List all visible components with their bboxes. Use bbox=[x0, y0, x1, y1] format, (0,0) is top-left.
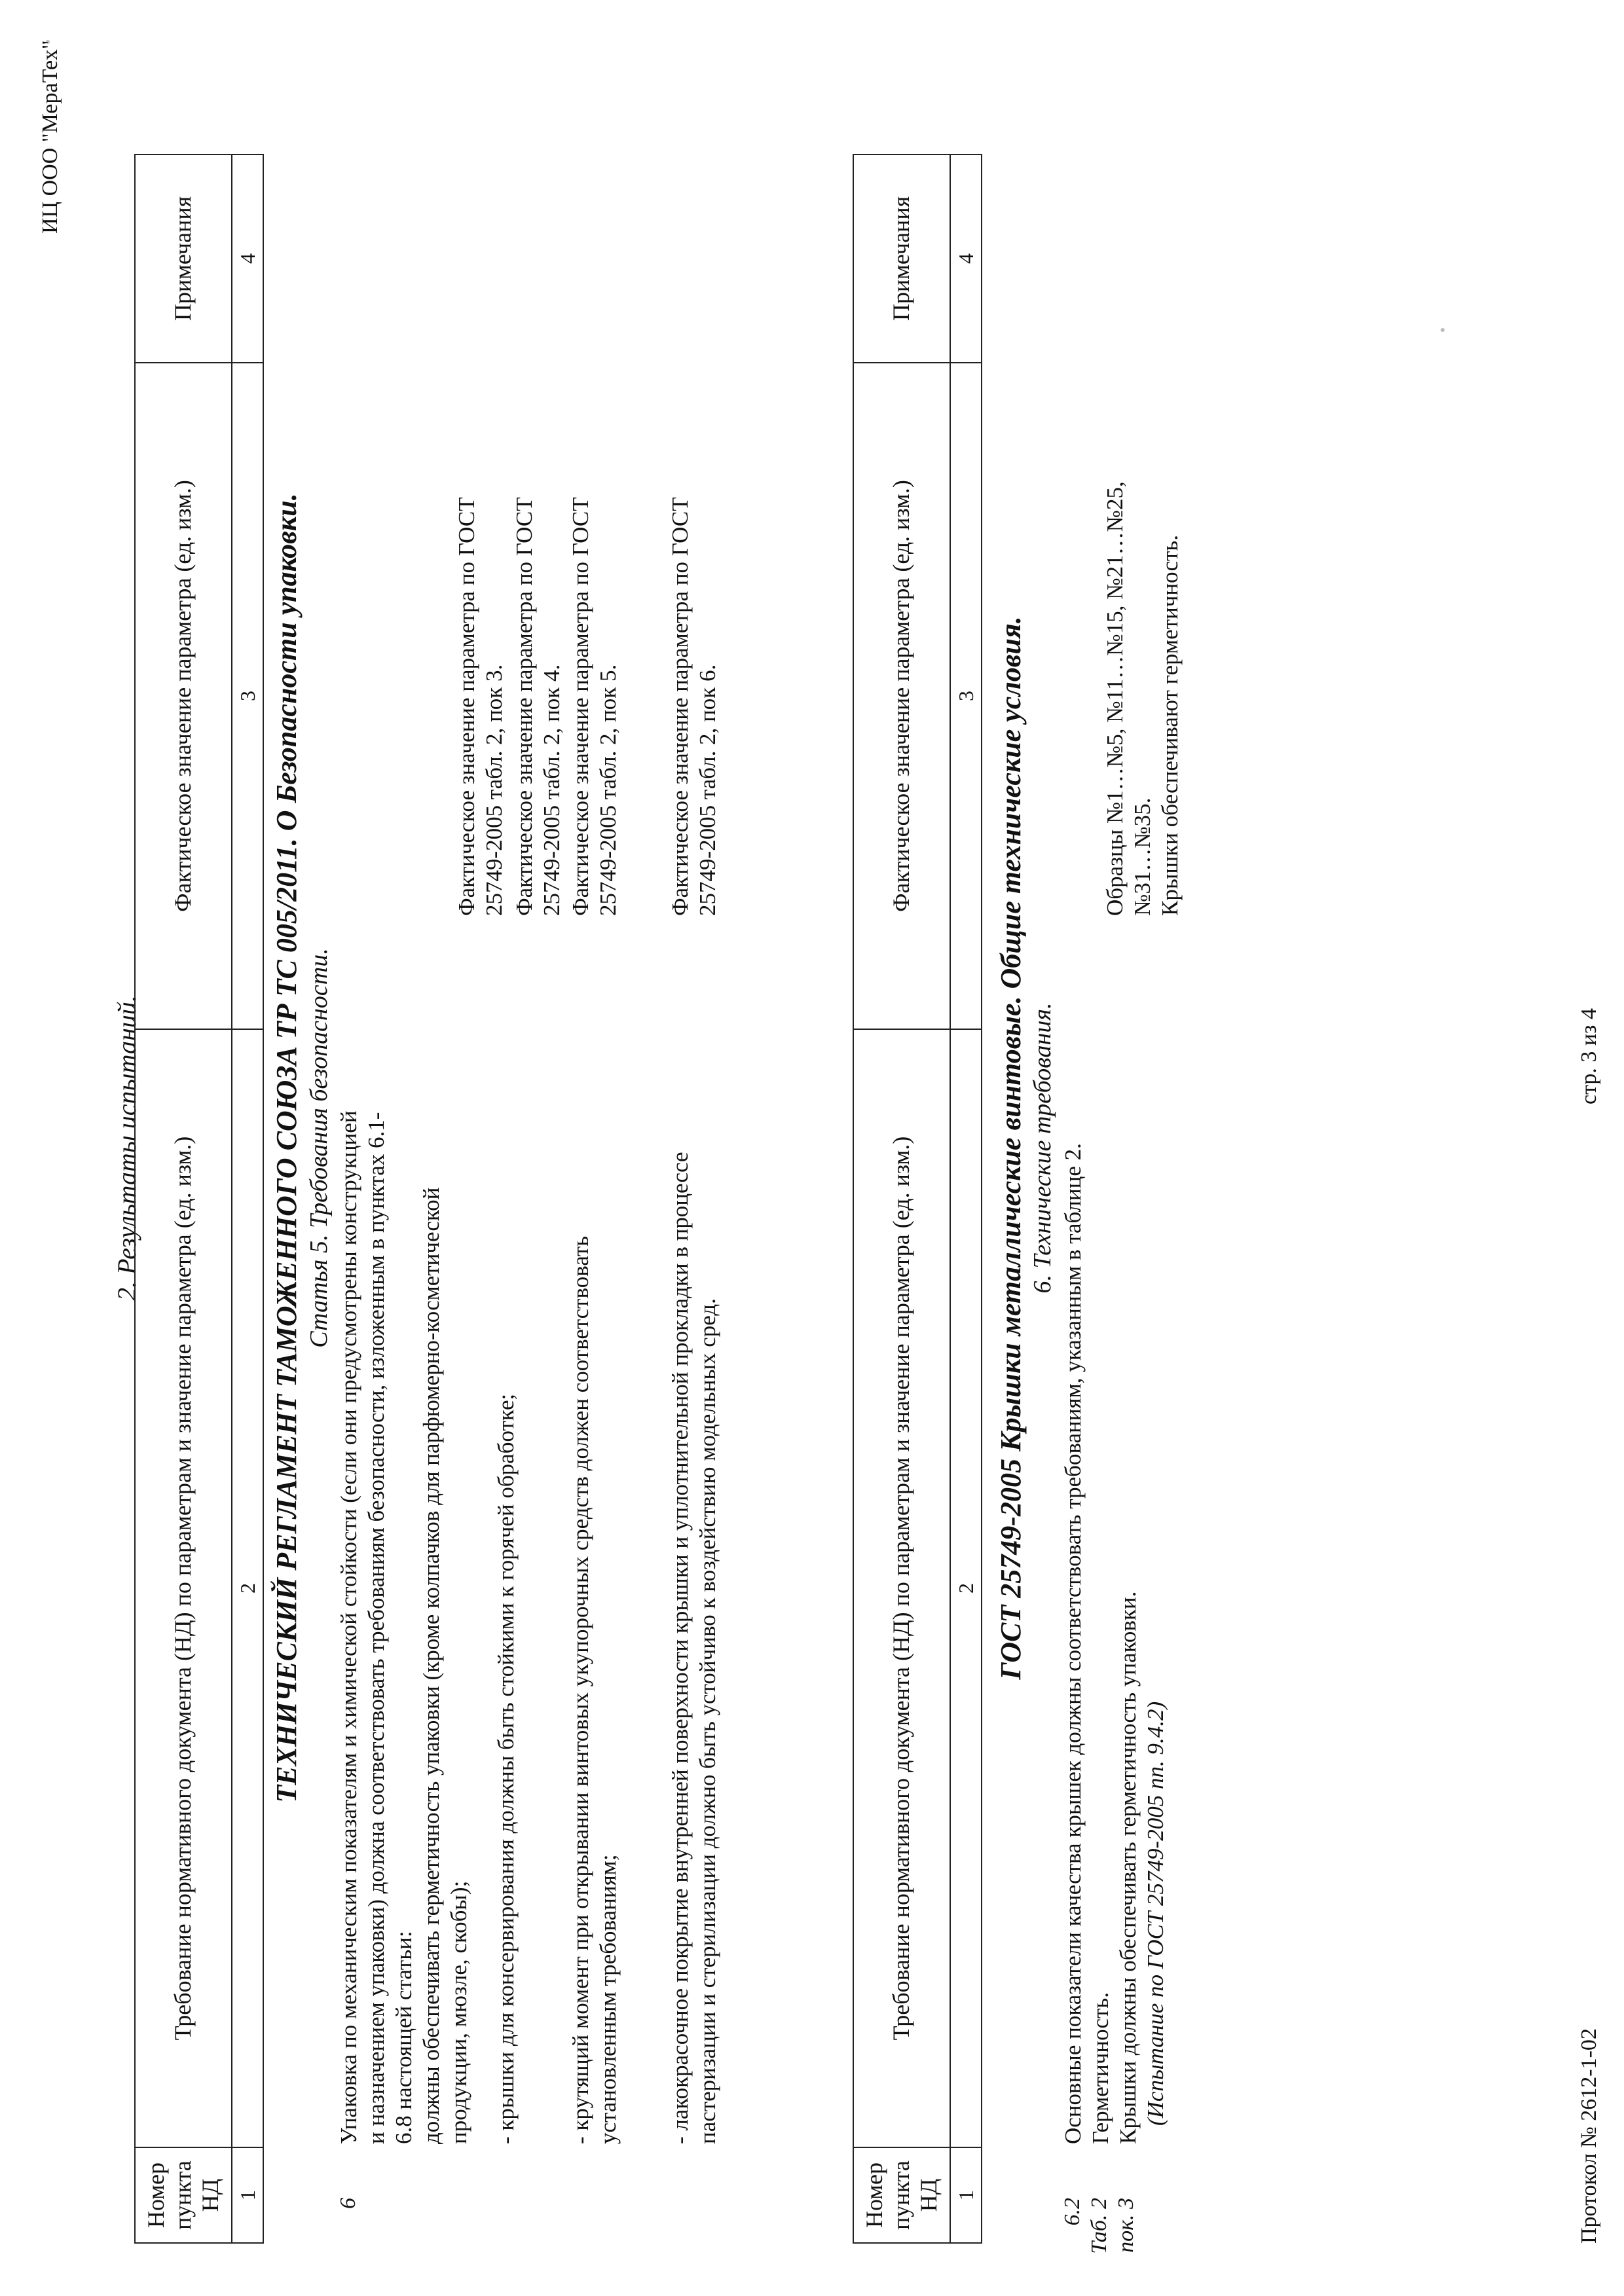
col-number: 1 bbox=[950, 2147, 982, 2243]
requirement-text-2: - крышки для консервирования должны быть стойкими к горячей обработке; bbox=[493, 1393, 519, 2144]
results-table-header-1 bbox=[134, 154, 264, 2244]
col-number: 1 bbox=[232, 2147, 263, 2243]
organization-header: ИЦ ООО "МераТех" bbox=[38, 40, 62, 234]
gost-subtitle: 6. Технические требования. bbox=[1029, 1002, 1056, 1294]
requirement-text-3: - крутящий момент при открывании винтовых укупорочных средств должен соответствовать установленным требованиям; bbox=[568, 1235, 621, 2144]
actual-value-1: Фактическое значение параметра по ГОСТ 25749-2005 табл. 2, пок 3. bbox=[454, 497, 507, 916]
col-number: 4 bbox=[232, 155, 263, 363]
gost-title: ГОСТ 25749-2005 Крышки металлические винтовые. Общие технические условия. bbox=[995, 616, 1027, 1680]
requirement-text-4: - лакокрасочное покрытие внутренней поверхности крышки и уплотнительной прокладки в процессе пастеризации и стерилизации должно быть устойчиво к воздействию модельных сред. bbox=[667, 1152, 720, 2144]
actual-value-2: Фактическое значение параметра по ГОСТ 25749-2005 табл. 2, пок 4. bbox=[511, 497, 564, 916]
actual-value-3: Фактическое значение параметра по ГОСТ 25749-2005 табл. 2, пок 5. bbox=[568, 497, 621, 916]
col-requirement-header: Требование нормативного документа (НД) по параметрам и значение параметра (ед. изм.) bbox=[135, 1029, 232, 2147]
col-notes-header: Примечания bbox=[135, 155, 232, 363]
col-point-header: Номер пункта НД bbox=[135, 2147, 232, 2243]
col-number: 2 bbox=[232, 1029, 263, 2147]
item-number: 6.2 Таб. 2 пок. 3 bbox=[1060, 2198, 1138, 2254]
protocol-number: Протокол № 2612-1-02 bbox=[1577, 2028, 1601, 2244]
actual-value-gost: Образцы №1…№5, №11…№15, №21…№25, №31…№35. Крышки обеспечивают герметичность. bbox=[1102, 481, 1183, 916]
page-number: стр. 3 из 4 bbox=[1577, 1008, 1601, 1104]
col-notes-header: Примечания bbox=[853, 155, 950, 363]
article-subtitle: Статья 5. Требования безопасности. bbox=[305, 948, 333, 1348]
section-title: 2. Результаты испытаний. bbox=[112, 995, 141, 1301]
col-actual-value-header: Фактическое значение параметра (ед. изм.) bbox=[853, 363, 950, 1029]
regulation-title: ТЕХНИЧЕСКИЙ РЕГЛАМЕНТ ТАМОЖЕННОГО СОЮЗА ТР ТС 005/2011. О Безопасности упаковки. bbox=[270, 493, 303, 1803]
scan-speck bbox=[1441, 328, 1445, 332]
item-number: 6 bbox=[336, 2198, 360, 2209]
col-point-header: Номер пункта НД bbox=[853, 2147, 950, 2243]
col-number: 4 bbox=[950, 155, 982, 363]
col-number: 2 bbox=[950, 1029, 982, 2147]
requirement-text-1: Упаковка по механическим показателям и химической стойкости (если они предусмотрены конструкцией и назначением упаковки) должна соответствовать требованиям безопасности, изложенным в пунктах 6.1- 6.8 настоящей статьи: должны обеспечивать герметичность упаковки (кроме колпачков для парфюмерно-косметической продукции, мюзле, скобы); bbox=[336, 1110, 471, 2144]
col-number: 3 bbox=[950, 363, 982, 1029]
col-actual-value-header: Фактическое значение параметра (ед. изм.) bbox=[135, 363, 232, 1029]
requirement-text-gost: Основные показатели качества крышек должны соответствовать требованиям, указанным в таблице 2. Герметичность. Крышки должны обеспечивать герметичность упаковки. (Испытание по ГОСТ 25749-2005 пп. 9.4.2) bbox=[1060, 1143, 1168, 2144]
results-table-header-2 bbox=[853, 154, 982, 2244]
col-requirement-header: Требование нормативного документа (НД) по параметрам и значение параметра (ед. изм.) bbox=[853, 1029, 950, 2147]
col-number: 3 bbox=[232, 363, 263, 1029]
actual-value-4: Фактическое значение параметра по ГОСТ 25749-2005 табл. 2, пок 6. bbox=[667, 497, 720, 916]
